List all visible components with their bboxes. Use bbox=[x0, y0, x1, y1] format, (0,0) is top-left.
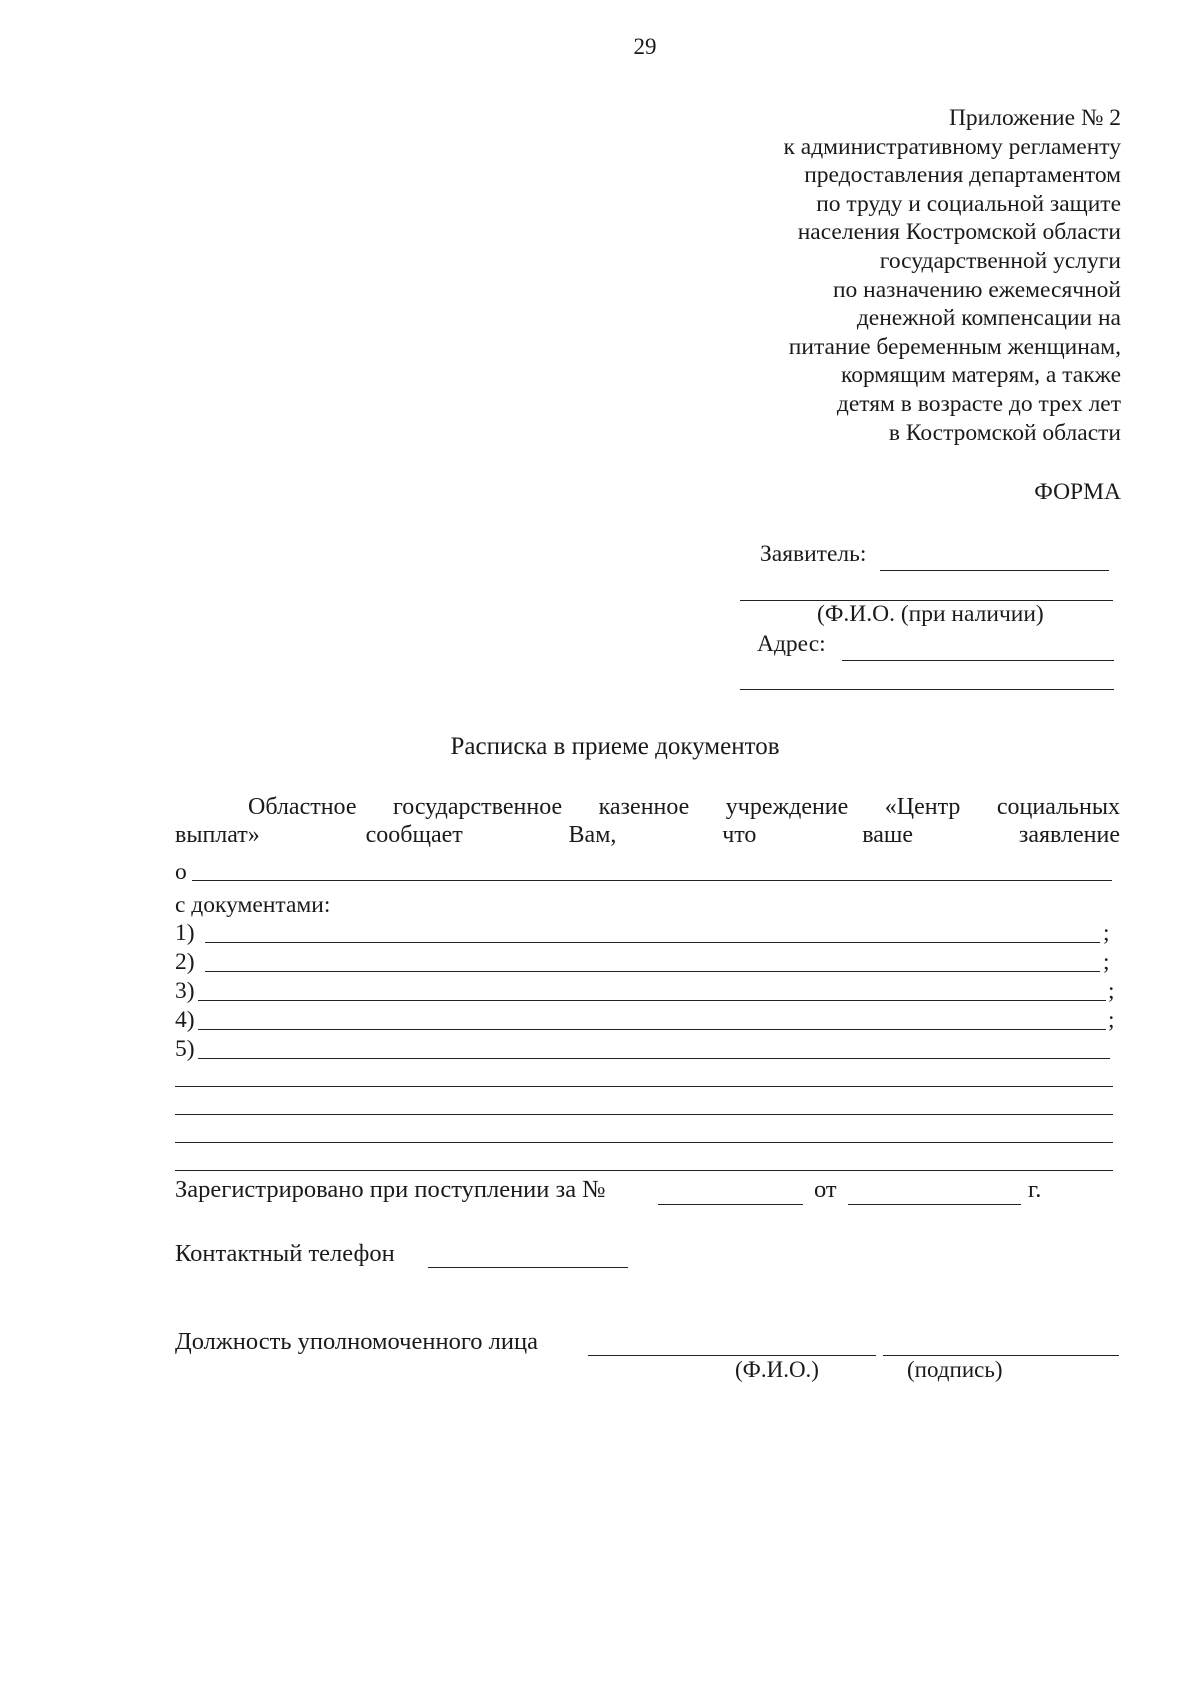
documents-label: с документами: bbox=[175, 892, 331, 918]
appendix-line: по труду и социальной защите bbox=[816, 190, 1121, 217]
appendix-line: предоставления департаментом bbox=[804, 162, 1121, 189]
body-word: социальных bbox=[996, 794, 1120, 820]
document-item-end: ; bbox=[1108, 1007, 1115, 1033]
document-item-field-4[interactable] bbox=[198, 1029, 1106, 1030]
document-item-field-3[interactable] bbox=[198, 1000, 1106, 1001]
body-line-1 bbox=[248, 794, 1120, 821]
address-field[interactable] bbox=[842, 660, 1114, 661]
appendix-line: детям в возрасте до трех лет bbox=[836, 390, 1121, 417]
appendix-line: кормящим матерям, а также bbox=[841, 362, 1121, 389]
body-word: ваше bbox=[862, 822, 914, 848]
body-word: учреждение bbox=[725, 794, 849, 820]
form-label: ФОРМА bbox=[1034, 479, 1121, 505]
applicant-fio-note: (Ф.И.О. (при наличии) bbox=[817, 601, 1044, 627]
appendix-line: денежной компенсации на bbox=[856, 305, 1121, 332]
application-subject-field[interactable] bbox=[192, 880, 1112, 881]
document-item-end: ; bbox=[1103, 949, 1110, 975]
extra-line-2[interactable] bbox=[175, 1114, 1113, 1115]
registration-year-suffix: г. bbox=[1028, 1176, 1042, 1203]
appendix-line: по назначению ежемесячной bbox=[832, 276, 1121, 303]
body-word: заявление bbox=[1018, 822, 1120, 848]
address-label: Адрес: bbox=[757, 631, 826, 657]
page-number: 29 bbox=[633, 34, 657, 59]
appendix-line: питание беременным женщинам, bbox=[788, 333, 1121, 360]
body-word: сообщает bbox=[365, 822, 463, 848]
appendix-line: Приложение № 2 bbox=[948, 105, 1121, 131]
extra-line-1[interactable] bbox=[175, 1086, 1113, 1087]
official-fio-caption: (Ф.И.О.) bbox=[735, 1357, 819, 1382]
contact-phone-field[interactable] bbox=[428, 1267, 628, 1268]
extra-line-3[interactable] bbox=[175, 1142, 1113, 1143]
document-item-number: 2) bbox=[175, 949, 195, 975]
document-item-field-1[interactable] bbox=[205, 942, 1100, 943]
body-word: «Центр bbox=[884, 794, 961, 820]
appendix-line: населения Костромской области bbox=[797, 219, 1121, 246]
about-prefix: о bbox=[175, 859, 187, 885]
extra-line-4[interactable] bbox=[175, 1170, 1113, 1171]
document-item-number: 4) bbox=[175, 1007, 195, 1033]
appendix-line: государственной услуги bbox=[879, 247, 1121, 274]
applicant-name-field[interactable] bbox=[880, 570, 1109, 571]
official-label: Должность уполномоченного лица bbox=[175, 1328, 538, 1355]
official-signature-caption: (подпись) bbox=[907, 1357, 1003, 1382]
address-field-2[interactable] bbox=[740, 689, 1114, 690]
registration-number-field[interactable] bbox=[658, 1204, 803, 1205]
body-word: государственное bbox=[392, 794, 563, 820]
applicant-label: Заявитель: bbox=[760, 541, 867, 567]
document-item-end: ; bbox=[1108, 978, 1115, 1004]
registration-from-label: от bbox=[814, 1176, 837, 1203]
body-word: казенное bbox=[598, 794, 690, 820]
contact-phone-label: Контактный телефон bbox=[175, 1240, 395, 1267]
body-word: Вам, bbox=[568, 822, 617, 848]
body-word: выплат» bbox=[175, 822, 260, 848]
document-item-number: 1) bbox=[175, 920, 195, 946]
registration-label: Зарегистрировано при поступлении за № bbox=[175, 1176, 606, 1203]
appendix-line: к административному регламенту bbox=[783, 133, 1121, 160]
document-item-end: ; bbox=[1103, 920, 1110, 946]
body-word: что bbox=[722, 822, 757, 848]
body-word: Областное bbox=[248, 794, 357, 820]
document-item-number: 3) bbox=[175, 978, 195, 1004]
appendix-line: в Костромской области bbox=[888, 419, 1121, 446]
appendix-header bbox=[783, 104, 1121, 447]
document-title: Расписка в приеме документов bbox=[450, 733, 780, 760]
official-fio-field[interactable] bbox=[588, 1355, 876, 1356]
official-signature-field[interactable] bbox=[883, 1355, 1119, 1356]
document-item-field-5[interactable] bbox=[198, 1058, 1110, 1059]
document-item-field-2[interactable] bbox=[205, 971, 1100, 972]
body-line-2 bbox=[175, 822, 1120, 849]
registration-date-field[interactable] bbox=[848, 1204, 1021, 1205]
document-item-number: 5) bbox=[175, 1036, 195, 1062]
